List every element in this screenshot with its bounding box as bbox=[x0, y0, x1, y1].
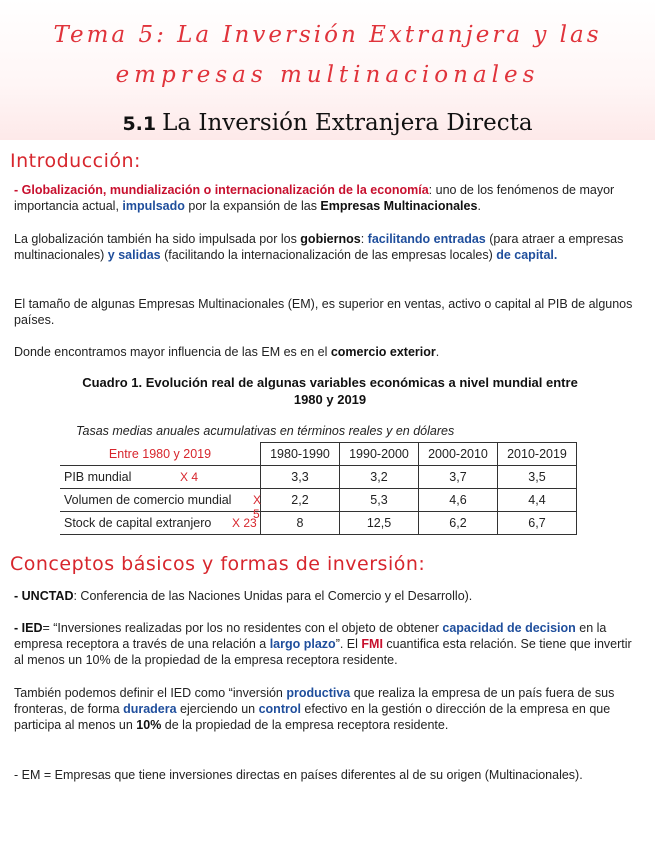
term-10-percent: 10% bbox=[136, 718, 162, 732]
table-cell: 3,5 bbox=[498, 466, 577, 489]
text: Donde encontramos mayor influencia de las EM es en el bbox=[14, 345, 331, 359]
table-cell: 6,2 bbox=[419, 512, 498, 535]
table-row bbox=[60, 512, 577, 535]
column-header: 1980-1990 bbox=[261, 443, 340, 466]
text: (facilitando la internacionalización de las empresas locales) bbox=[160, 248, 497, 262]
table-cell: 8 bbox=[261, 512, 340, 535]
table-cell: 2,2 bbox=[261, 489, 340, 512]
text: (para atraer a empresas multinacionales) bbox=[14, 232, 624, 262]
term-empresas-multinacionales: Empresas Multinacionales bbox=[320, 199, 478, 213]
text: de la propiedad de la empresa receptora residente. bbox=[161, 718, 449, 732]
text: ejerciendo un bbox=[176, 702, 259, 716]
intro-heading: Introducción: bbox=[10, 150, 141, 172]
term-ied: - IED bbox=[14, 621, 43, 635]
term-de-capital: de capital. bbox=[496, 248, 558, 262]
table-cell: 4,4 bbox=[498, 489, 577, 512]
section-number: 5.1 bbox=[122, 113, 157, 135]
intro-paragraph-3: El tamaño de algunas Empresas Multinacionales (EM), es superior en ventas, activo o capital al PIB de algunos países. bbox=[14, 297, 633, 327]
table-cell: 3,3 bbox=[261, 466, 340, 489]
figure-title-line-1: Cuadro 1. Evolución real de algunas variables económicas a nivel mundial entre bbox=[82, 375, 578, 390]
row-label: Stock de capital extranjero bbox=[64, 516, 212, 530]
column-header: 2010-2019 bbox=[498, 443, 577, 466]
term-fmi: FMI bbox=[361, 637, 383, 651]
term-gobiernos: gobiernos bbox=[300, 232, 361, 246]
column-header: 2000-2010 bbox=[419, 443, 498, 466]
text: efectivo en la gestión o dirección de la empresa en que participa al menos un bbox=[14, 702, 611, 732]
table-head-label: Entre 1980 y 2019 bbox=[60, 443, 261, 466]
text: : Conferencia de las Naciones Unidas para el Comercio y el Desarrollo). bbox=[73, 589, 473, 603]
term-capacidad-de-decision: capacidad de decision bbox=[442, 621, 576, 635]
row-label-cell bbox=[60, 489, 262, 521]
term-globalizacion: - Globalización, mundialización o internacionalización de la economía bbox=[14, 183, 429, 197]
concepts-paragraph-4: - EM = Empresas que tiene inversiones directas en países diferentes al de su origen (Multinacionales). bbox=[14, 768, 583, 782]
term-y-salidas: y salidas bbox=[107, 248, 161, 262]
term-unctad: - UNCTAD bbox=[14, 589, 74, 603]
table-cell: 6,7 bbox=[498, 512, 577, 535]
row-label-cell bbox=[60, 512, 261, 535]
section-title-text: La Inversión Extranjera Directa bbox=[162, 110, 533, 136]
text: en la empresa receptora a través de una relación a bbox=[14, 621, 607, 651]
concepts-paragraph-1 bbox=[14, 588, 642, 604]
term-duradera: duradera bbox=[123, 702, 177, 716]
text: . bbox=[435, 345, 440, 359]
text: cuantifica esta relación. Se tiene que invertir al menos un 10% de la propiedad de la empresa receptora residente. bbox=[14, 637, 632, 667]
text: ”. El bbox=[335, 637, 362, 651]
term-facilitando-entradas: facilitando entradas bbox=[367, 232, 486, 246]
table-cell: 12,5 bbox=[340, 512, 419, 535]
term-comercio-exterior: comercio exterior bbox=[330, 345, 436, 359]
intro-paragraph-1 bbox=[14, 182, 642, 214]
table-row bbox=[60, 489, 577, 512]
row-label: Volumen de comercio mundial bbox=[64, 493, 232, 507]
intro-paragraph-4 bbox=[14, 344, 642, 360]
table-row bbox=[60, 466, 577, 489]
handwritten-mark: X 5 bbox=[253, 493, 262, 521]
row-label: PIB mundial bbox=[64, 470, 132, 484]
cuadro-table bbox=[60, 442, 577, 535]
table-cell: 5,3 bbox=[340, 489, 419, 512]
intro-paragraph-2 bbox=[14, 231, 642, 263]
text: = “Inversiones realizadas por los no residentes con el objeto de obtener bbox=[42, 621, 443, 635]
section-title bbox=[0, 110, 655, 136]
concepts-paragraph-2 bbox=[14, 620, 642, 668]
row-label-cell bbox=[60, 466, 261, 489]
term-largo-plazo: largo plazo bbox=[269, 637, 336, 651]
table-cell: 4,6 bbox=[419, 489, 498, 512]
figure-title bbox=[50, 374, 610, 408]
concepts-paragraph-3 bbox=[14, 685, 642, 733]
text: . bbox=[477, 199, 481, 213]
text: por la expansión de las bbox=[184, 199, 321, 213]
text: que realiza la empresa de un país fuera de sus fronteras, de forma bbox=[14, 686, 615, 716]
figure-title-line-2: 1980 y 2019 bbox=[293, 392, 367, 407]
concepts-heading: Conceptos básicos y formas de inversión: bbox=[10, 553, 426, 575]
text: : bbox=[360, 232, 368, 246]
text: : uno de los fenómenos de mayor importancia actual, bbox=[14, 183, 615, 213]
text: La globalización también ha sido impulsada por los bbox=[14, 232, 301, 246]
text: También podemos definir el IED como “inversión bbox=[14, 686, 287, 700]
document-title-line-1: Tema 5: La Inversión Extranjera y las bbox=[53, 22, 602, 48]
handwritten-mark: X 4 bbox=[180, 470, 199, 484]
handwritten-mark: X 23 bbox=[232, 516, 257, 530]
table-cell: 3,7 bbox=[419, 466, 498, 489]
column-header: 1990-2000 bbox=[340, 443, 419, 466]
table-cell: 3,2 bbox=[340, 466, 419, 489]
term-impulsado: impulsado bbox=[122, 199, 185, 213]
figure-subtitle: Tasas medias anuales acumulativas en términos reales y en dólares bbox=[76, 424, 455, 438]
document-title-line-2: empresas multinacionales bbox=[115, 62, 540, 88]
term-productiva: productiva bbox=[286, 686, 351, 700]
table-header-row bbox=[60, 443, 577, 466]
term-control: control bbox=[258, 702, 301, 716]
